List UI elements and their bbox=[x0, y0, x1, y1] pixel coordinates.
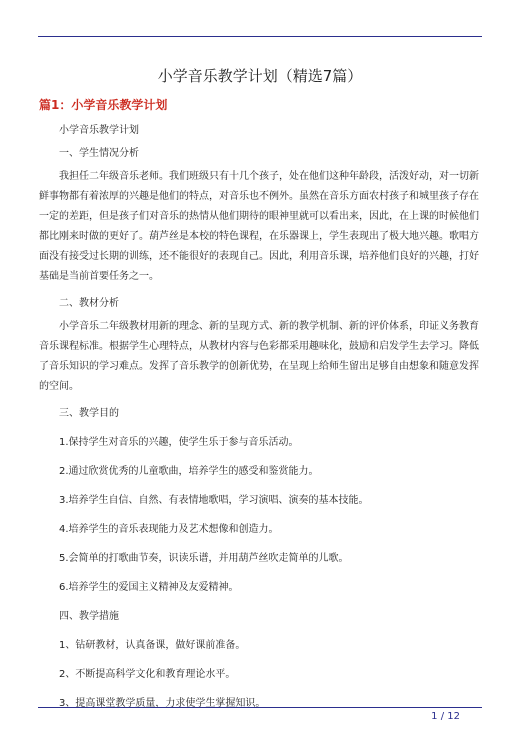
subtitle-paragraph: 小学音乐教学计划 bbox=[59, 125, 139, 136]
goal-item-2: 2.通过欣赏优秀的儿童歌曲，培养学生的感受和鉴赏能力。 bbox=[59, 466, 319, 477]
goal-item-4: 4.培养学生的音乐表现能力及艺术想像和创造力。 bbox=[59, 524, 279, 535]
measure-item-1: 1、钻研教材，认真备课，做好课前准备。 bbox=[59, 640, 246, 651]
heading-student-analysis: 一、学生情况分析 bbox=[59, 148, 139, 159]
goal-item-6: 6.培养学生的爱国主义精神及友爱精神。 bbox=[59, 582, 239, 593]
goal-item-1: 1.保持学生对音乐的兴趣，使学生乐于参与音乐活动。 bbox=[59, 437, 299, 448]
measure-item-3: 3、提高课堂教学质量，力求使学生掌握知识。 bbox=[59, 698, 266, 709]
section-heading: 篇1：小学音乐教学计划 bbox=[39, 98, 168, 112]
header-rule bbox=[38, 36, 482, 37]
goal-item-5: 5.会简单的打歌曲节奏，识读乐谱，并用葫芦丝吹走简单的儿歌。 bbox=[59, 553, 349, 564]
heading-teaching-measures: 四、教学措施 bbox=[59, 611, 119, 622]
heading-teaching-goals: 三、教学目的 bbox=[59, 408, 119, 419]
footer-rule bbox=[38, 707, 482, 708]
goal-item-3: 3.培养学生自信、自然、有表情地歌唱，学习演唱、演奏的基本技能。 bbox=[59, 495, 369, 506]
document-title: 小学音乐教学计划（精选7篇） bbox=[157, 67, 363, 85]
heading-textbook-analysis: 二、教材分析 bbox=[59, 298, 119, 309]
page-number: 1 / 12 bbox=[431, 711, 460, 722]
paragraph-textbook-analysis: 小学音乐二年级教材用新的理念、新的呈现方式、新的教学机制、新的评价体系，印证义务教育音乐课程标准。根据学生心理特点，从教材内容与色彩都采用趣味化，鼓励和启发学生去学习。降低了音乐知识的学习难点。发挥了音乐教学的创新优势，在呈现上给师生留出足够自由想象和随意发挥的空间。 bbox=[39, 321, 479, 392]
document-body bbox=[39, 121, 481, 714]
measure-item-2: 2、不断提高科学文化和教育理论水平。 bbox=[59, 669, 236, 680]
paragraph-student-analysis: 我担任二年级音乐老师。我们班级只有十几个孩子，处在他们这种年龄段，活泼好动，对一切新鲜事物都有着浓厚的兴趣是他们的特点，对音乐也不例外。虽然在音乐方面农村孩子和城里孩子存在一定的差距，但是孩子们对音乐的热情从他们期待的眼神里就可以看出来，因此，在上课的时候他们都比刚来时做的更好了。葫芦丝是本校的特色课程，在乐器课上，学生表现出了极大地兴趣。歌唱方面没有接受过长期的训练，还不能很好的表现自己。因此，利用音乐课，培养他们良好的兴趣，打好基础是当前首要任务之一。 bbox=[39, 171, 479, 282]
